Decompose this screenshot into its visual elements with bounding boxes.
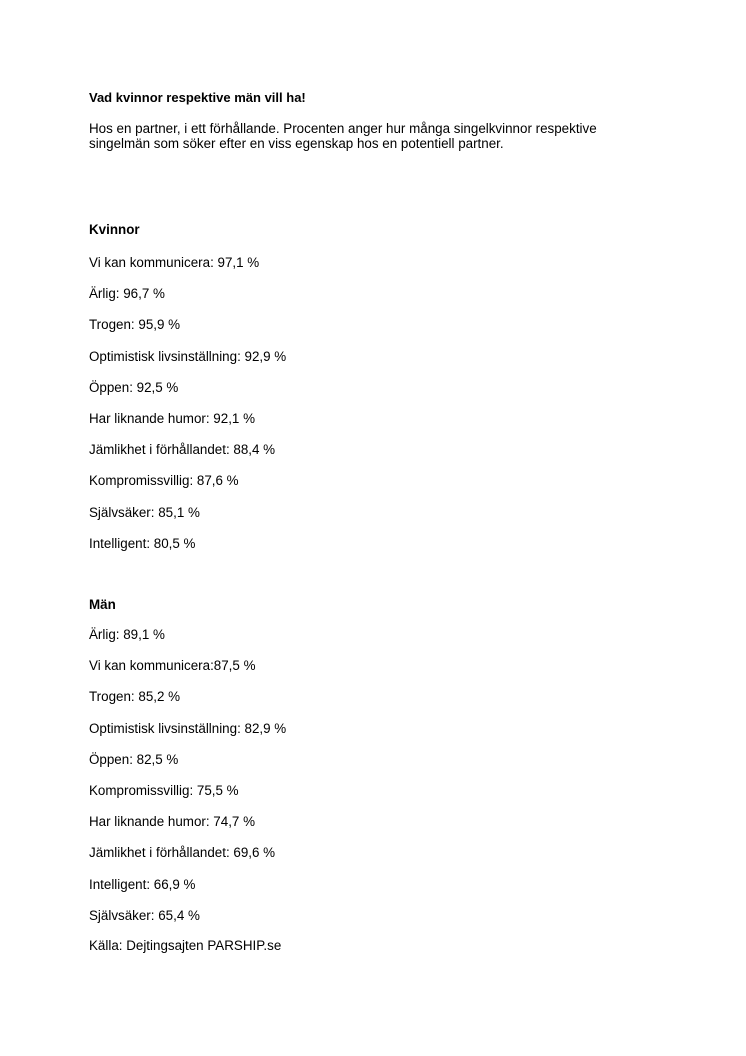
list-item: Öppen: 92,5 % bbox=[89, 379, 179, 395]
women-heading: Kvinnor bbox=[89, 222, 140, 237]
list-item: Jämlikhet i förhållandet: 69,6 % bbox=[89, 845, 276, 861]
list-item: Ärlig: 96,7 % bbox=[89, 286, 165, 302]
document-title: Vad kvinnor respektive män vill ha! bbox=[89, 90, 306, 105]
list-item: Intelligent: 80,5 % bbox=[89, 535, 196, 551]
list-item: Självsäker: 85,1 % bbox=[89, 504, 200, 520]
list-item: Självsäker: 65,4 % bbox=[89, 907, 200, 923]
list-item: Kompromissvillig: 75,5 % bbox=[89, 782, 239, 798]
list-item: Har liknande humor: 74,7 % bbox=[89, 814, 255, 830]
list-item: Ärlig: 89,1 % bbox=[89, 627, 165, 642]
list-item: Vi kan kommunicera:87,5 % bbox=[89, 658, 256, 674]
source-line: Källa: Dejtingsajten PARSHIP.se bbox=[89, 938, 282, 953]
list-item: Vi kan kommunicera: 97,1 % bbox=[89, 255, 260, 270]
list-item: Har liknande humor: 92,1 % bbox=[89, 410, 255, 426]
intro-paragraph: Hos en partner, i ett förhållande. Procenten anger hur många singelkvinnor respektive singelmän som söker efter en viss egenskap hos en potentiell partner. bbox=[89, 121, 597, 151]
list-item: Jämlikhet i förhållandet: 88,4 % bbox=[89, 442, 276, 458]
list-item: Intelligent: 66,9 % bbox=[89, 876, 196, 892]
list-item: Trogen: 85,2 % bbox=[89, 689, 181, 705]
men-heading: Män bbox=[89, 597, 116, 612]
list-item: Optimistisk livsinställning: 92,9 % bbox=[89, 348, 287, 364]
men-list bbox=[89, 627, 286, 939]
women-list bbox=[89, 255, 286, 567]
list-item: Kompromissvillig: 87,6 % bbox=[89, 473, 239, 489]
list-item: Trogen: 95,9 % bbox=[89, 317, 181, 333]
list-item: Öppen: 82,5 % bbox=[89, 751, 179, 767]
list-item: Optimistisk livsinställning: 82,9 % bbox=[89, 720, 287, 736]
